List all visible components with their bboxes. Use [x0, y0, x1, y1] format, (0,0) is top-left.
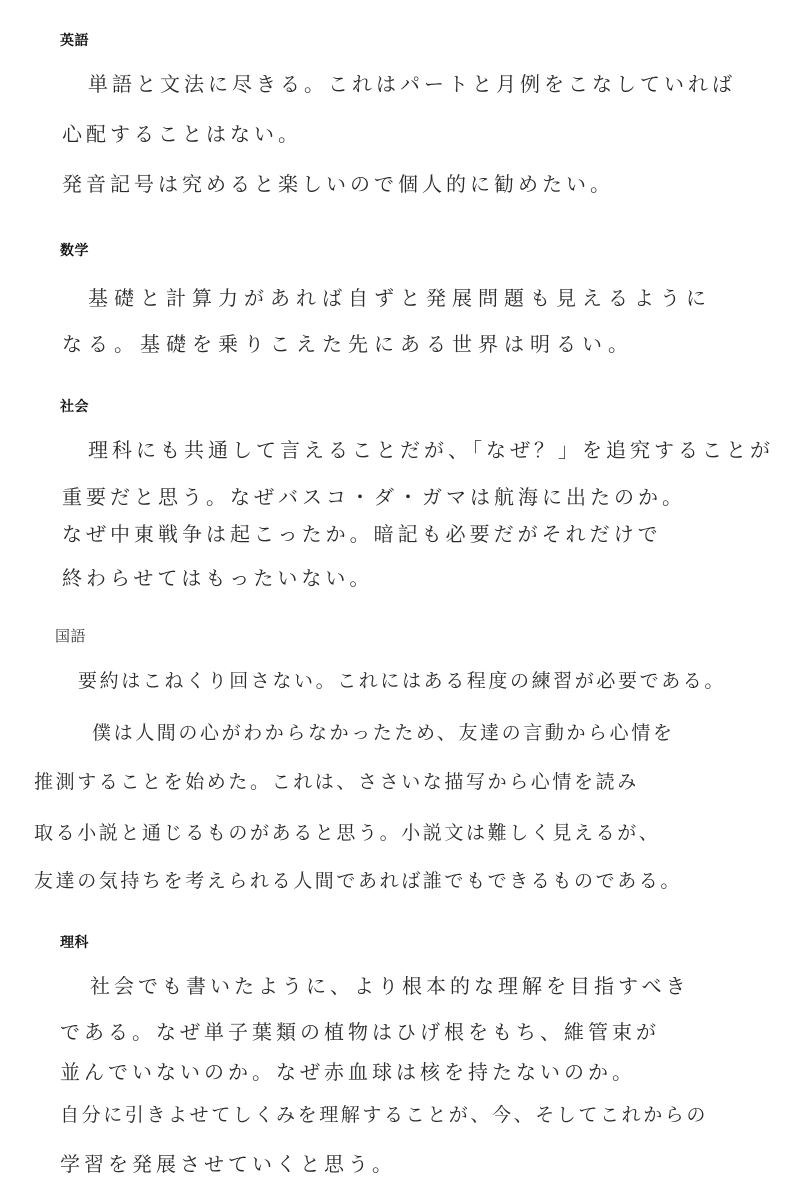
social-line-1: 理科にも共通して言えることだが、「なぜ？」を追究することが — [88, 438, 774, 462]
social-line-2: 重要だと思う。なぜバスコ・ダ・ガマは航海に出たのか。 — [62, 485, 686, 509]
math-line-2: なる。基礎を乗りこえた先にある世界は明るい。 — [62, 332, 634, 356]
social-line-3: なぜ中東戦争は起こったか。暗記も必要だがそれだけで — [62, 522, 662, 546]
japanese-line-1: 要約はこねくり回さない。これにはある程度の練習が必要である。 — [78, 670, 727, 692]
section-heading-japanese: 国語 — [55, 627, 87, 645]
japanese-line-4: 取る小説と通じるものがあると思う。小説文は難しく見えるが、 — [34, 822, 661, 844]
section-heading-math: 数学 — [60, 243, 89, 259]
section-heading-social-studies: 社会 — [60, 399, 89, 415]
section-heading-science: 理科 — [60, 935, 89, 951]
science-line-1: 社会でも書いたように、より根本的な理解を目指すべき — [90, 974, 690, 998]
english-line-1: 単語と文法に尽きる。これはパートと月例をこなしていれば — [88, 72, 736, 96]
science-line-5: 学習を発展させていくと思う。 — [60, 1152, 396, 1176]
japanese-line-2: 僕は人間の心がわからなかったため、友達の言動から心情を — [92, 722, 675, 744]
japanese-line-3: 推測することを始めた。これは、ささいな描写から心情を読み — [34, 771, 639, 793]
english-line-3: 発音記号は究めると楽しいので個人的に勧めたい。 — [62, 172, 614, 196]
english-line-2: 心配することはない。 — [62, 122, 302, 146]
science-line-4: 自分に引きよせてしくみを理解することが、今、そしてこれからの — [60, 1104, 709, 1126]
science-line-2: である。なぜ単子葉類の植物はひげ根をもち、維管束が — [60, 1020, 660, 1044]
math-line-1: 基礎と計算力があれば自ずと発展問題も見えるように — [88, 286, 712, 310]
science-line-3: 並んでいないのか。なぜ赤血球は核を持たないのか。 — [60, 1060, 636, 1084]
japanese-line-5: 友達の気持ちを考えられる人間であれば誰でもできるものである。 — [34, 870, 683, 892]
social-line-4: 終わらせてはもったいない。 — [62, 566, 374, 590]
section-heading-english: 英語 — [60, 33, 89, 49]
